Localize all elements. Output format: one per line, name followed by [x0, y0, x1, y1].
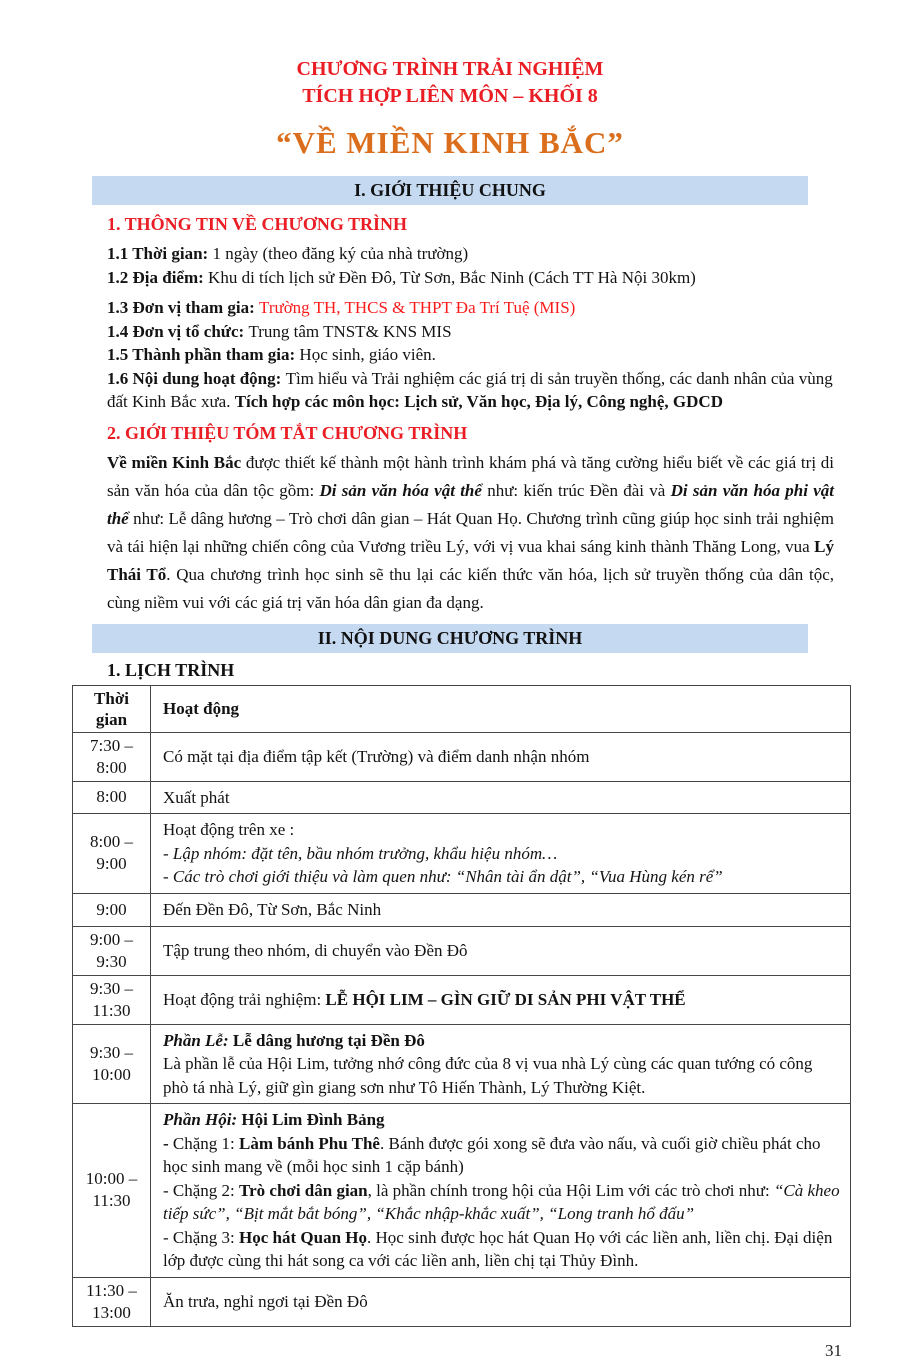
activity-cell: [151, 1104, 851, 1278]
header-row: [73, 685, 851, 732]
page-number: 31: [825, 1340, 842, 1360]
text-segment: Tích hợp các môn học: Lịch sử, Văn học, Địa lý, Công nghệ, GDCD: [234, 392, 723, 411]
activity-cell: [151, 732, 851, 781]
activity-column-header: Hoạt động: [151, 685, 851, 732]
text-segment: Học hát Quan Họ: [239, 1227, 368, 1247]
section1-heading2: 2. GIỚI THIỆU TÓM TẮT CHƯƠNG TRÌNH: [107, 422, 468, 443]
text-segment: Tìm hiểu và Trải nghiệm các giá trị di sản truyền thống, các danh nhân của vùng đất Kinh Bắc xưa.: [107, 368, 833, 411]
time-cell: 8:00: [73, 781, 151, 814]
text-segment: LỄ HỘI LIM – GÌN GIỮ DI SẢN PHI VẬT THỂ: [325, 989, 686, 1009]
table-row: [73, 926, 851, 975]
schedule-table-header: [73, 685, 851, 732]
text-segment: Đến Đền Đô, Từ Sơn, Bắc Ninh: [163, 899, 382, 919]
table-row: [73, 1277, 851, 1326]
text-segment: Hoạt động trên xe :: [163, 820, 295, 839]
text-segment: Phần Lễ:: [163, 1030, 229, 1050]
text-segment: - Chặng 2:: [163, 1180, 240, 1200]
activity-line: [163, 988, 840, 1012]
time-cell: 9:00 – 9:30: [73, 926, 151, 975]
table-row: [73, 781, 851, 814]
activity-line: [163, 745, 840, 769]
time-cell: 10:00 – 11:30: [73, 1104, 151, 1278]
time-cell: 9:30 – 10:00: [73, 1024, 151, 1104]
time-cell: 9:30 – 11:30: [73, 975, 151, 1024]
activity-line: [163, 1179, 840, 1226]
table-row: [73, 814, 851, 894]
text-segment: Làm bánh Phu Thê: [239, 1133, 380, 1153]
text-segment: Hội Lim Đình Bảng: [241, 1110, 385, 1129]
activity-line: [163, 1290, 840, 1314]
document-page: [0, 56, 900, 1360]
time-cell: 9:00: [73, 893, 151, 926]
text-segment: Di sản văn hóa phi vật thể: [107, 480, 834, 528]
info-item: [107, 296, 834, 320]
text-segment: Ăn trưa, nghỉ ngơi tại Đền Đô: [163, 1291, 368, 1311]
text-segment: 1.5 Thành phần tham gia:: [107, 345, 300, 364]
text-segment: - Chặng 3:: [163, 1227, 240, 1247]
table-row: [73, 1104, 851, 1278]
text-segment: như: kiến trúc Đền đài và: [481, 480, 671, 500]
text-segment: . Học sinh được học hát Quan Họ với các liền anh, liền chị. Đại diện lớp được cùng thi hát song ca với các liền anh, liền chị tại Thủy Đình.: [163, 1227, 833, 1270]
text-segment: Hoạt động trải nghiệm:: [163, 989, 326, 1009]
text-segment: Về miền Kinh Bắc: [107, 452, 242, 472]
info-item: [107, 266, 834, 290]
text-segment: Có mặt tại địa điểm tập kết (Trường) và điểm danh nhận nhóm: [163, 746, 590, 766]
time-column-header: Thời gian: [73, 685, 151, 732]
text-segment: -: [163, 1133, 173, 1153]
activity-cell: [151, 781, 851, 814]
text-segment: . Bánh được gói xong sẽ đưa vào nấu, và cuối giờ chiều phát cho học sinh mang về (mỗi học sinh 1 cặp bánh): [163, 1133, 821, 1176]
text-segment: 1.6 Nội dung hoạt động:: [107, 368, 286, 388]
text-segment: “Cà kheo tiếp sức”, “Bịt mắt bắt bóng”, “Khắc nhập-khắc xuất”, “Long tranh hổ đấu”: [163, 1180, 840, 1223]
program-info-list: [107, 242, 834, 414]
program-title-line2: TÍCH HỢP LIÊN MÔN – KHỐI 8: [302, 85, 598, 107]
text-segment: Trường TH, THCS & THPT Đa Trí Tuệ (MIS): [259, 298, 576, 317]
text-segment: Lý Thái Tổ: [107, 536, 834, 584]
activity-line: [163, 818, 840, 842]
activity-cell: [151, 926, 851, 975]
text-segment: 1 ngày (theo đăng ký của nhà trường): [212, 244, 469, 263]
activity-line: [163, 1029, 840, 1053]
text-segment: Trò chơi dân gian: [239, 1180, 368, 1200]
activity-line: [163, 1052, 840, 1099]
section1-band: I. GIỚI THIỆU CHUNG: [92, 176, 808, 205]
time-cell: 8:00 – 9:00: [73, 814, 151, 894]
time-cell: 11:30 – 13:00: [73, 1277, 151, 1326]
activity-line: [163, 1132, 840, 1179]
table-row: [73, 975, 851, 1024]
activity-line: [163, 898, 840, 922]
info-item: [107, 343, 834, 367]
text-segment: , là phần chính trong hội của Hội Lim với các trò chơi như:: [367, 1180, 774, 1200]
text-segment: Tập trung theo nhóm, di chuyển vào Đền Đô: [163, 940, 468, 960]
program-title-line1: CHƯƠNG TRÌNH TRẢI NGHIỆM: [296, 58, 604, 80]
text-segment: Xuất phát: [163, 787, 230, 807]
text-segment: 1.3 Đơn vị tham gia:: [107, 298, 260, 317]
text-segment: 1.1 Thời gian:: [107, 244, 213, 263]
table-row: [73, 732, 851, 781]
section1-heading: 1. THÔNG TIN VỀ CHƯƠNG TRÌNH: [107, 214, 408, 234]
section2-band: II. NỘI DUNG CHƯƠNG TRÌNH: [92, 624, 808, 653]
activity-cell: [151, 893, 851, 926]
activity-line: [163, 1108, 840, 1132]
activity-cell: [151, 814, 851, 894]
text-segment: - Lập nhóm: đặt tên, bầu nhóm trưởng, khẩu hiệu nhóm…: [163, 843, 558, 863]
activity-line: [163, 939, 840, 963]
activity-line: [163, 842, 840, 866]
activity-cell: [151, 1277, 851, 1326]
activity-cell: [151, 975, 851, 1024]
main-title: “VỀ MIỀN KINH BẮC”: [276, 125, 624, 160]
text-segment: Chặng 1:: [172, 1133, 240, 1153]
text-segment: như: Lễ dâng hương – Trò chơi dân gian – Hát Quan Họ. Chương trình cũng giúp học sinh trải nghiệm và tái hiện lại những chiến công của Vương triều Lý, với vị vua khai sáng kinh thành Thăng Long, vua: [107, 508, 834, 556]
text-segment: Phần Hội:: [163, 1110, 238, 1129]
table-row: [73, 1024, 851, 1104]
text-segment: Khu di tích lịch sử Đền Đô, Từ Sơn, Bắc Ninh (Cách TT Hà Nội 30km): [208, 267, 696, 287]
activity-cell: [151, 1024, 851, 1104]
text-segment: 1.2 Địa điểm:: [107, 267, 209, 287]
program-title: [0, 56, 900, 110]
schedule-heading: 1. LỊCH TRÌNH: [107, 659, 235, 680]
text-segment: Di sản văn hóa vật thể: [319, 480, 482, 500]
text-segment: Trung tâm TNST& KNS MIS: [248, 321, 452, 341]
text-segment: được thiết kế thành một hành trình khám phá và tăng cường hiểu biết về các giá trị di sản văn hóa của dân tộc gồm:: [107, 452, 835, 500]
text-segment: Học sinh, giáo viên.: [299, 345, 436, 364]
text-segment: 1.4 Đơn vị tổ chức:: [107, 321, 249, 341]
info-item: [107, 367, 834, 414]
table-row: [73, 893, 851, 926]
info-item: [107, 320, 834, 344]
summary-paragraph: [107, 449, 834, 617]
schedule-table-body: [73, 732, 851, 1326]
text-segment: Lễ dâng hương tại Đền Đô: [232, 1030, 425, 1050]
activity-line: [163, 1226, 840, 1273]
info-item: [107, 242, 834, 266]
activity-line: [163, 786, 840, 810]
time-cell: 7:30 – 8:00: [73, 732, 151, 781]
text-segment: Là phần lễ của Hội Lim, tưởng nhớ công đức của 8 vị vua nhà Lý cùng các quan tướng có công phò tá nhà Lý, giữ gìn giang sơn như Tô Hiến Thành, Lý Thường Kiệt.: [163, 1054, 813, 1097]
text-segment: . Qua chương trình học sinh sẽ thu lại các kiến thức văn hóa, lịch sử truyền thống của dân tộc, cùng niềm vui với các giá trị văn hóa dân gian đa dạng.: [107, 564, 834, 612]
schedule-table: [72, 685, 851, 1327]
activity-line: [163, 865, 840, 889]
text-segment: - Các trò chơi giới thiệu và làm quen như: “Nhân tài ẩn dật”, “Vua Hùng kén rể”: [163, 867, 723, 886]
